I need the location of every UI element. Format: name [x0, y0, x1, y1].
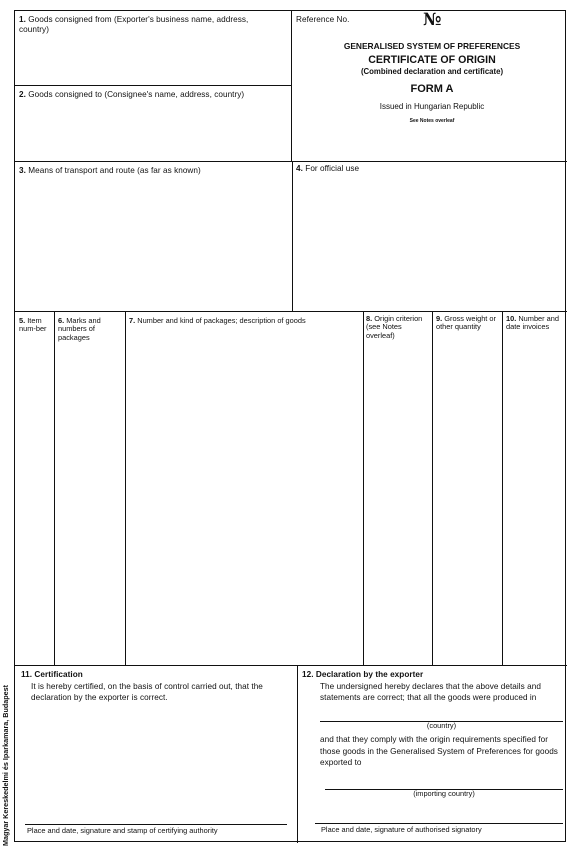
box-12-heading — [302, 670, 564, 680]
column-5-number: 5. — [19, 316, 26, 325]
column-8-number: 8. — [366, 314, 373, 323]
certificate-title: CERTIFICATE OF ORIGIN — [368, 54, 496, 66]
divider-row3-columns — [15, 311, 567, 312]
box-11-heading — [21, 670, 283, 680]
divider-box11-box12 — [297, 665, 298, 843]
box-11-footer: Place and date, signature and stamp of certifying authority — [27, 826, 218, 835]
box-4-official-use[interactable] — [296, 164, 556, 174]
box-3-number: 3. — [19, 166, 26, 175]
column-8-label: Origin criterion (see Notes overleaf) — [366, 314, 423, 340]
box-2-label: Goods consigned to (Consignee's name, address, country) — [28, 90, 245, 99]
column-10-label: Number and date invoices — [506, 314, 560, 332]
gsp-title: GENERALISED SYSTEM OF PREFERENCES — [343, 41, 521, 51]
column-6-marks[interactable] — [58, 317, 122, 342]
reference-label: Reference No. — [296, 15, 350, 24]
box-12-text-2: and that they comply with the origin requirements specified for those goods in the Generalised System of Preferences for goods exported to — [320, 735, 558, 767]
column-8-origin-criterion[interactable] — [366, 315, 428, 340]
box-11-number: 11. — [21, 670, 33, 679]
box-1-exporter[interactable] — [19, 15, 249, 34]
divider-columns-bottom — [15, 665, 567, 666]
box-12-importing-caption: (importing country) — [413, 789, 475, 798]
column-divider-6-7 — [125, 311, 126, 665]
side-publisher-text: Magyar Kereskedelmi és Iparkamara, Budapest — [1, 685, 10, 846]
box-12-signature-line — [315, 823, 563, 824]
column-5-item-number[interactable] — [19, 317, 53, 334]
column-6-label: Marks and numbers of packages — [58, 316, 101, 342]
column-10-number: 10. — [506, 314, 517, 323]
box-11-certification[interactable] — [21, 670, 283, 703]
reference-number-sign: № — [423, 10, 442, 30]
column-9-label: Gross weight or other quantity — [436, 314, 496, 332]
box-1-number: 1. — [19, 15, 26, 24]
box-3-transport[interactable] — [19, 166, 289, 176]
column-7-label: Number and kind of packages; description of goods — [137, 316, 306, 325]
box-12-country-caption: (country) — [426, 721, 457, 730]
box-12-footer: Place and date, signature of authorised signatory — [321, 825, 482, 834]
box-12-title: Declaration by the exporter — [315, 670, 424, 679]
box-1-label: Goods consigned from (Exporter's business name, address, country) — [19, 15, 249, 34]
column-10-invoices[interactable] — [506, 315, 564, 332]
box-3-label: Means of transport and route (as far as known) — [28, 166, 201, 175]
column-divider-8-9 — [432, 311, 433, 665]
form-a-title: FORM A — [410, 83, 454, 95]
certificate-subtitle: (Combined declaration and certificate) — [360, 67, 504, 76]
box-12-text-1: The undersigned hereby declares that the above details and statements are correct; that all the goods were produced in — [320, 681, 541, 703]
column-5-label: Item num-ber — [19, 316, 47, 334]
certificate-header — [297, 41, 567, 125]
divider-box3-box4 — [292, 161, 293, 311]
column-divider-9-10 — [502, 311, 503, 665]
column-divider-7-8 — [363, 311, 364, 665]
column-7-number: 7. — [129, 316, 136, 325]
divider-box1-box2 — [15, 85, 292, 86]
see-notes: See Notes overleaf — [409, 118, 455, 124]
column-9-number: 9. — [436, 314, 443, 323]
column-divider-5-6 — [54, 311, 55, 665]
column-9-gross-weight[interactable] — [436, 315, 499, 332]
box-11-title: Certification — [34, 670, 83, 679]
box-2-number: 2. — [19, 90, 26, 99]
box-12-number: 12. — [302, 670, 314, 679]
certificate-form — [14, 10, 566, 842]
issued-country: Issued in Hungarian Republic — [379, 102, 485, 111]
divider-row2-row3 — [15, 161, 567, 162]
box-2-consignee[interactable] — [19, 90, 289, 100]
box-4-label: For official use — [305, 164, 360, 173]
box-11-text: It is hereby certified, on the basis of control carried out, that the declaration by the exporter is correct. — [31, 681, 263, 702]
box-12-declaration[interactable] — [302, 670, 564, 704]
column-6-number: 6. — [58, 316, 65, 325]
box-11-signature-line — [25, 824, 287, 825]
box-4-number: 4. — [296, 164, 303, 173]
column-7-description[interactable] — [129, 317, 361, 325]
